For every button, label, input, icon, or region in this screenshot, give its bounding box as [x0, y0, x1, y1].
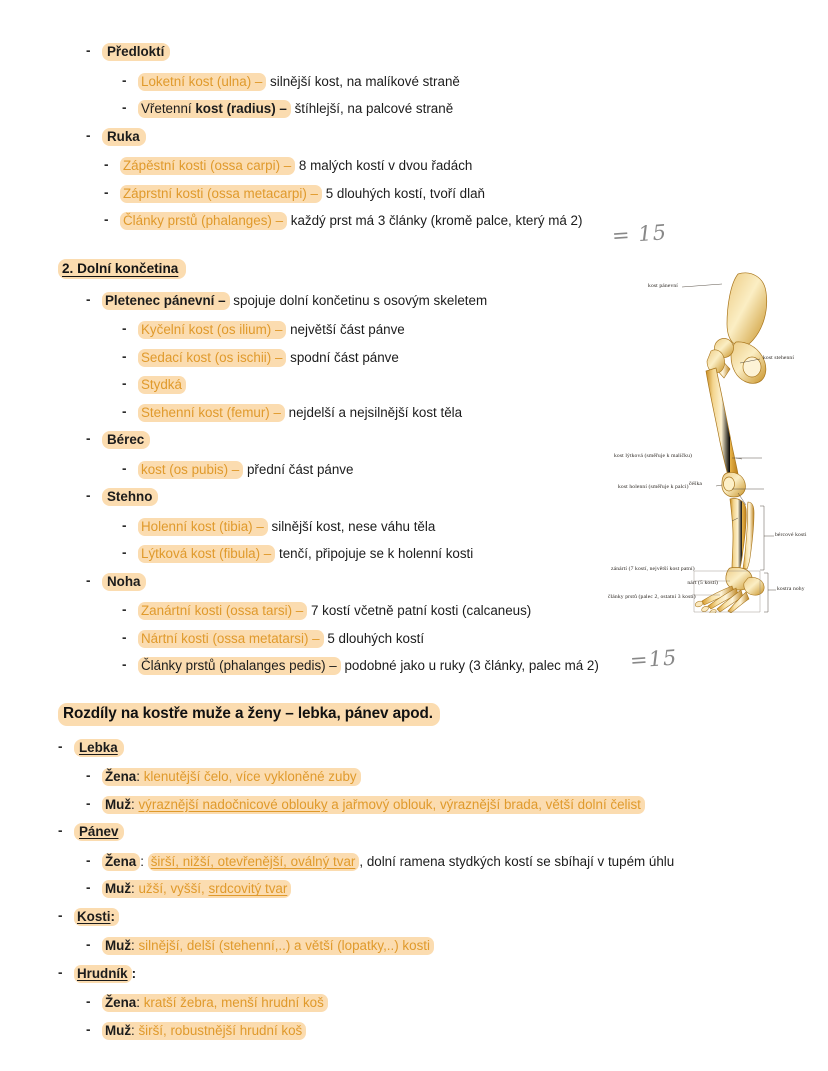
- list-item-rest: 7 kostí včetně patní kosti (calcaneus): [307, 603, 532, 619]
- bullet-dash: -: [86, 572, 91, 588]
- figure-label-nart: nárt (5 kostí): [687, 579, 718, 586]
- group-title: Pánev: [74, 823, 124, 841]
- comparison-text-underlined: výraznější nadočnicové oblouky: [138, 796, 328, 812]
- separator: :: [131, 938, 139, 954]
- bone-tibia: [730, 498, 746, 568]
- comparison-row: [102, 994, 328, 1012]
- bullet-dash: -: [86, 937, 91, 953]
- list-item: [86, 854, 770, 870]
- bullet-dash: -: [86, 431, 91, 447]
- list-item: [122, 74, 770, 90]
- group-title: Lebka: [74, 739, 124, 757]
- comparison-text: kratší žebra, menší hrudní koš: [143, 995, 324, 1011]
- list-item-label: Nártní kosti (ossa metatarsi) –: [138, 630, 324, 648]
- anatomy-figure: [608, 268, 828, 613]
- list-item-rest: spodní část pánve: [286, 349, 399, 365]
- bullet-dash: -: [86, 795, 91, 811]
- list-item-rest: každý prst má 3 články (kromě palce, který má 2): [287, 213, 583, 229]
- group-title: Kosti: [77, 908, 111, 924]
- group-title-row: [58, 966, 770, 982]
- list-item-label: Stydká: [138, 376, 186, 394]
- bullet-dash: -: [86, 768, 91, 784]
- bone-calcaneus: [744, 577, 764, 595]
- list-item-label: Sedací kost (os ischii) –: [138, 349, 286, 367]
- list-item: [86, 1023, 770, 1039]
- bullet-dash: -: [122, 376, 127, 392]
- comparison-text: klenutější čelo, více vykloněné zuby: [143, 769, 357, 785]
- list-item-label: Ruka: [102, 128, 146, 146]
- list-item-rest: silnější kost, nese váhu těla: [267, 518, 436, 534]
- page-title: Rozdíly na kostře muže a ženy – lebka, pánev apod.: [58, 703, 440, 726]
- list-item: [86, 797, 770, 813]
- separator: :: [136, 995, 144, 1011]
- list-item-rest: největší část pánve: [286, 322, 405, 338]
- bracket-bercove: [760, 506, 774, 570]
- figure-label-clanky-prstu: články prstů (palec 2, ostatní 3 kostí): [608, 593, 696, 600]
- handwritten-note-1: = 15: [611, 220, 668, 248]
- figure-label-kostra-nohy: kostra nohy: [777, 585, 805, 592]
- group-title-row: [58, 740, 770, 756]
- comparison-row: [102, 853, 674, 871]
- separator: :: [131, 1022, 139, 1038]
- figure-label-kost-panevni: kost pánevní: [648, 282, 678, 289]
- list-item-label: Články prstů (phalanges pedis) –: [138, 657, 341, 675]
- bullet-dash: -: [86, 880, 91, 896]
- subject-label: Muž: [105, 796, 132, 812]
- section-differences: [58, 740, 770, 1039]
- list-item: [122, 631, 770, 647]
- list-item-rest: přední část pánve: [243, 461, 354, 477]
- bullet-dash: -: [122, 517, 127, 533]
- bullet-dash: -: [86, 994, 91, 1010]
- list-item-label: Zanártní kosti (ossa tarsi) –: [138, 602, 307, 620]
- bullet-dash: -: [122, 460, 127, 476]
- list-item: [122, 101, 770, 117]
- list-item-label: Předloktí: [102, 43, 170, 61]
- list-item-rest: podobné jako u ruky (3 články, palec má 2): [340, 658, 599, 674]
- subject-label: Muž: [105, 1022, 132, 1038]
- bullet-dash: -: [122, 348, 127, 364]
- bullet-dash: -: [104, 157, 109, 173]
- bone-obturator-foramen: [743, 357, 761, 377]
- list-item: [86, 44, 770, 60]
- bullet-dash: -: [122, 403, 127, 419]
- label-bold-part: kost (radius) –: [195, 101, 287, 117]
- differences-heading-wrap: [58, 703, 770, 726]
- label-plain-part: Vřetenní: [141, 101, 196, 117]
- bullet-dash: -: [122, 545, 127, 561]
- comparison-row: [102, 880, 291, 898]
- separator: :: [131, 796, 139, 812]
- comparison-text: , dolní ramena stydkých kostí se sbíhají v tupém úhlu: [359, 853, 675, 869]
- subject-label: Žena: [105, 995, 137, 1011]
- bullet-dash: -: [122, 629, 127, 645]
- list-item-label: Stehno: [102, 488, 158, 506]
- bullet-dash: -: [104, 212, 109, 228]
- bullet-dash: -: [122, 72, 127, 88]
- leg-skeleton-illustration: [612, 268, 828, 613]
- group-title-suffix: :: [110, 908, 115, 924]
- separator: :: [136, 769, 144, 785]
- comparison-text-underlined: širší, nižší, otevřenější, oválný tvar: [148, 853, 360, 871]
- list-item-rest: 5 dlouhých kostí: [323, 630, 425, 646]
- bullet-dash: -: [58, 907, 63, 923]
- figure-label-kost-holenni: kost holenní (směřuje k palci): [618, 483, 689, 490]
- separator: :: [131, 881, 139, 897]
- bullet-dash: -: [58, 964, 63, 980]
- handwritten-note-2: =15: [629, 645, 679, 673]
- bullet-dash: -: [122, 100, 127, 116]
- list-item-label: Lýtková kost (fibula) –: [138, 545, 275, 563]
- list-item-rest: spojuje dolní končetinu s osovým skeletem: [229, 292, 488, 308]
- group-title-suffix: :: [131, 965, 137, 981]
- comparison-row: [102, 796, 645, 814]
- comparison-text: silnější, delší (stehenní,..) a větší (lopatky,..) kosti: [138, 938, 430, 954]
- list-item: [86, 938, 770, 954]
- comparison-text: širší, robustnější hrudní koš: [138, 1022, 303, 1038]
- figure-label-ceska: čéška: [688, 480, 702, 487]
- bullet-dash: -: [86, 488, 91, 504]
- comparison-text: a jařmový oblouk, výraznější brada, větší dolní čelist: [327, 796, 641, 812]
- list-item-label: Noha: [102, 573, 146, 591]
- comparison-row: [102, 1022, 306, 1040]
- list-item: [104, 186, 770, 202]
- bullet-dash: -: [86, 291, 91, 307]
- separator: :: [140, 853, 148, 869]
- section-heading: 2. Dolní končetina: [58, 259, 186, 279]
- group-title: Hrudník: [74, 965, 132, 983]
- figure-label-kost-stehenni: kost stehenní: [763, 354, 795, 361]
- list-item-rest: tenčí, připojuje se k holenní kosti: [275, 546, 474, 562]
- figure-label-bercove-kosti: bércové kosti: [775, 531, 807, 538]
- section-upper-limb: [58, 44, 770, 229]
- list-item-rest: 8 malých kostí v dvou řadách: [295, 158, 473, 174]
- bullet-dash: -: [122, 321, 127, 337]
- list-item-label: kost (os pubis) –: [138, 461, 243, 479]
- subject-label: Žena: [105, 769, 137, 785]
- comparison-text-underlined: srdcovitý tvar: [208, 881, 288, 897]
- list-item-rest: silnější kost, na malíkové straně: [266, 73, 460, 89]
- list-item-label: Stehenní kost (femur) –: [138, 404, 285, 422]
- bullet-dash: -: [58, 823, 63, 839]
- bullet-dash: -: [122, 602, 127, 618]
- list-item: [86, 995, 770, 1011]
- list-item-label: Bérec: [102, 431, 150, 449]
- bone-pelvis: [727, 273, 767, 346]
- list-item-rest: nejdelší a nejsilnější kost těla: [284, 404, 463, 420]
- bracket-kostra-nohy: [764, 573, 776, 612]
- group-title-row: [58, 824, 770, 840]
- subject-label: Žena: [102, 853, 140, 871]
- list-item-rest: štíhlejší, na palcové straně: [290, 101, 454, 117]
- list-item-label: Články prstů (phalanges) –: [120, 212, 287, 230]
- bullet-dash: -: [86, 43, 91, 58]
- bullet-dash: -: [58, 738, 63, 754]
- bone-femur-shaft: [706, 368, 738, 476]
- bullet-dash: -: [104, 184, 109, 200]
- subject-label: Muž: [105, 938, 132, 954]
- list-item-label-plain: [138, 100, 291, 118]
- comparison-text: užší, vyšší,: [138, 881, 209, 897]
- bullet-dash: -: [86, 1021, 91, 1037]
- bullet-dash: -: [86, 127, 91, 143]
- list-item: [86, 129, 770, 145]
- list-item-label: Kyčelní kost (os ilium) –: [138, 321, 286, 339]
- list-item: [86, 881, 770, 897]
- comparison-row: [102, 937, 434, 955]
- subject-label: Muž: [105, 881, 132, 897]
- list-item: [104, 158, 770, 174]
- comparison-row: [102, 768, 361, 786]
- group-title-row: [58, 909, 770, 925]
- list-item-label: Zápěstní kosti (ossa carpi) –: [120, 157, 295, 175]
- bullet-dash: -: [86, 852, 91, 868]
- figure-label-zanarti: zánártí (7 kostí, největší kost patní): [611, 565, 695, 572]
- figure-label-kost-lytkova: kost lýtková (směřuje k malíčku): [614, 452, 693, 459]
- list-item: [86, 769, 770, 785]
- list-item-label: Pletenec pánevní –: [102, 292, 230, 310]
- list-item-label: Holenní kost (tibia) –: [138, 518, 268, 536]
- group-title-wrap: [74, 908, 119, 926]
- list-item-label: Loketní kost (ulna) –: [138, 73, 266, 91]
- list-item: [104, 213, 770, 229]
- group-title-wrap: [74, 965, 136, 983]
- list-item-label: Záprstní kosti (ossa metacarpi) –: [120, 185, 322, 203]
- list-item-rest: 5 dlouhých kostí, tvoří dlaň: [321, 185, 485, 201]
- bullet-dash: -: [122, 657, 127, 673]
